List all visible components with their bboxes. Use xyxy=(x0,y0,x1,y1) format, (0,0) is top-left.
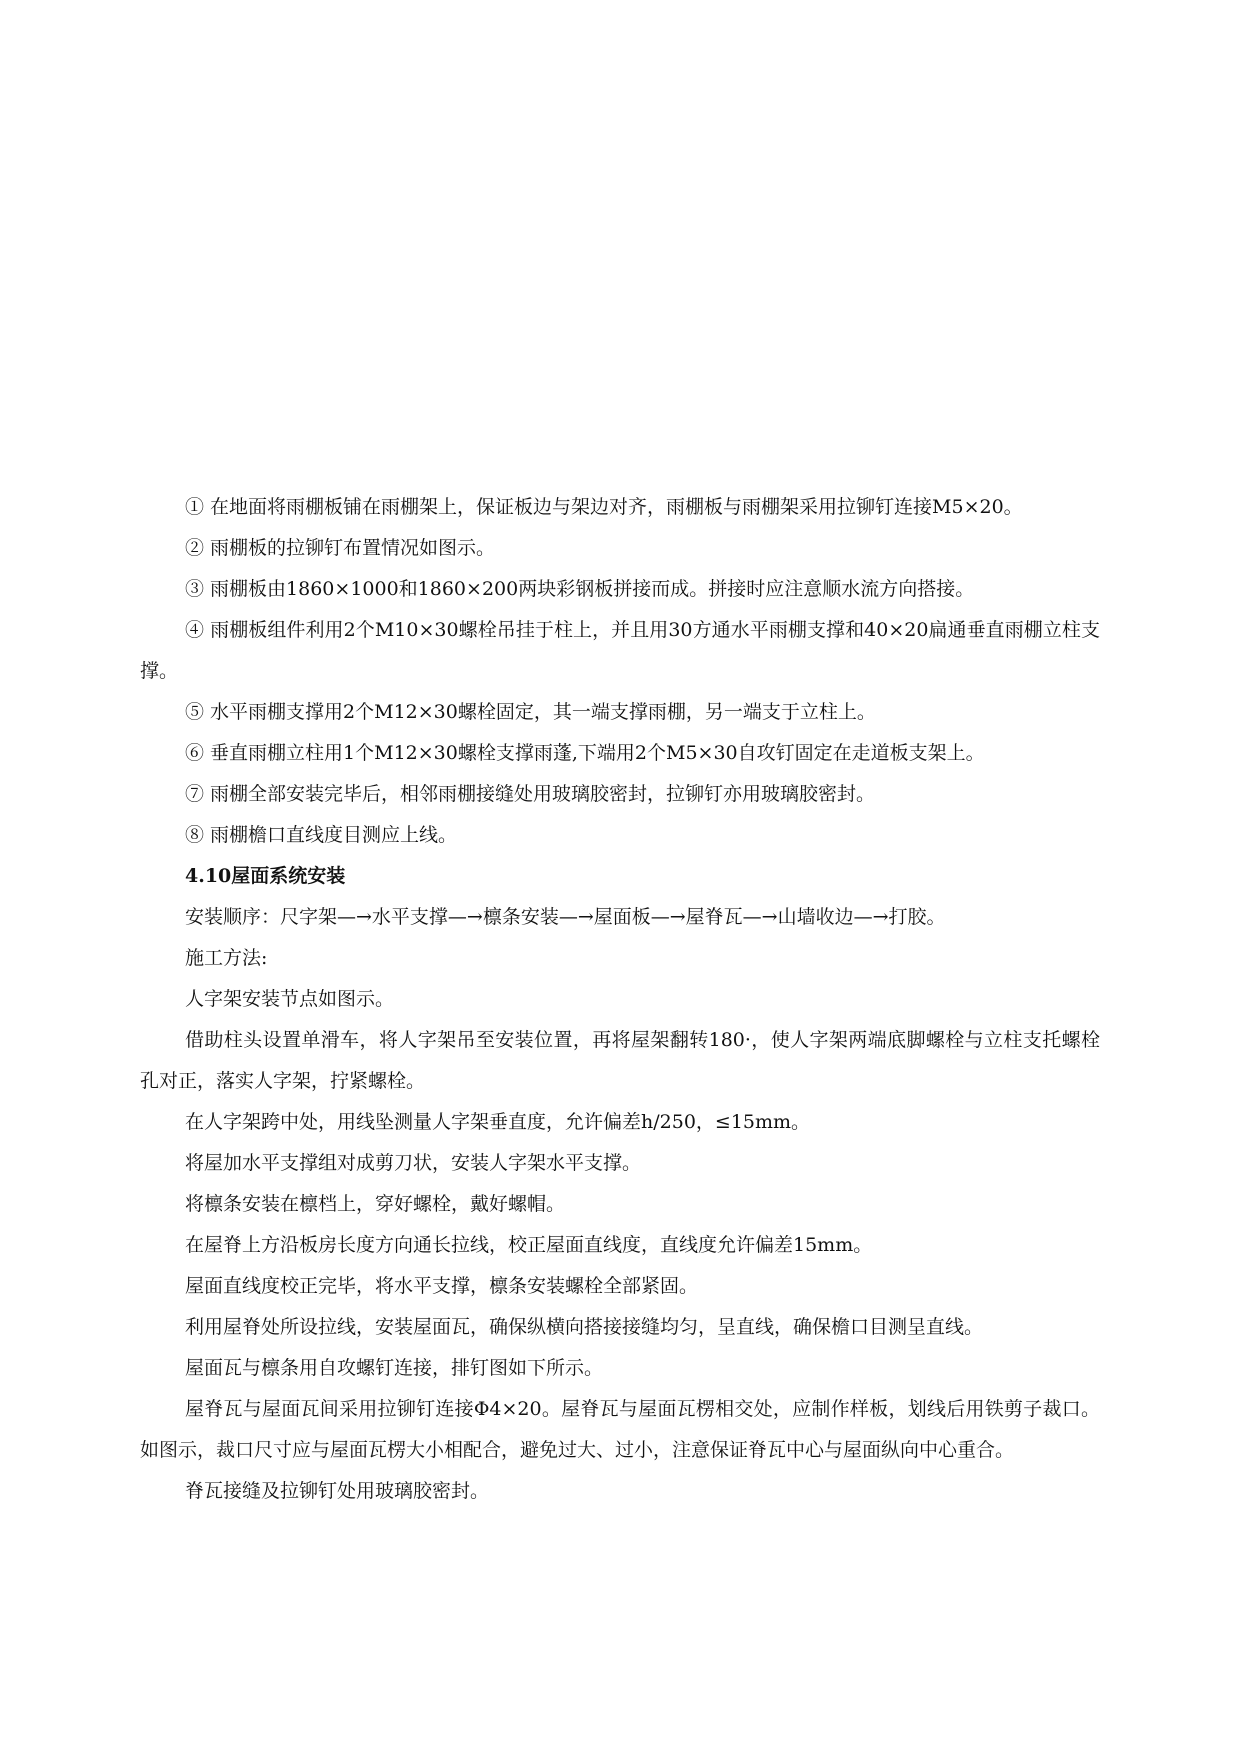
method-paragraph: 借助柱头设置单滑车，将人字架吊至安装位置，再将屋架翻转180·，使人字架两端底脚螺栓与立柱支托螺栓孔对正，落实人字架，拧紧螺栓。 xyxy=(140,1029,1100,1092)
step-1: ① 在地面将雨棚板铺在雨棚架上，保证板边与架边对齐，雨棚板与雨棚架采用拉铆钉连接M5×20。 xyxy=(185,496,1023,518)
step-7: ⑦ 雨棚全部安装完毕后，相邻雨棚接缝处用玻璃胶密封，拉铆钉亦用玻璃胶密封。 xyxy=(185,783,876,805)
step-5: ⑤ 水平雨棚支撑用2个M12×30螺栓固定，其一端支撑雨棚，另一端支于立柱上。 xyxy=(185,701,876,723)
method-paragraph: 在屋脊上方沿板房长度方向通长拉线，校正屋面直线度，直线度允许偏差15mm。 xyxy=(185,1234,873,1256)
method-paragraph: 屋脊瓦与屋面瓦间采用拉铆钉连接Φ4×20。屋脊瓦与屋面瓦楞相交处，应制作样板，划线后用铁剪子裁口。如图示，裁口尺寸应与屋面瓦楞大小相配合，避免过大、过小，注意保证脊瓦中心与屋面纵向中心重合。 xyxy=(140,1398,1100,1461)
step-6: ⑥ 垂直雨棚立柱用1个M12×30螺栓支撑雨蓬,下端用2个M5×30自攻钉固定在走道板支架上。 xyxy=(185,742,985,764)
method-paragraph: 人字架安装节点如图示。 xyxy=(185,988,395,1010)
method-paragraph: 屋面瓦与檩条用自攻螺钉连接，排钉图如下所示。 xyxy=(185,1357,604,1379)
step-3: ③ 雨棚板由1860×1000和1860×200两块彩钢板拼接而成。拼接时应注意顺水流方向搭接。 xyxy=(185,578,975,600)
method-paragraph: 将檩条安装在檩档上，穿好螺栓，戴好螺帽。 xyxy=(185,1193,566,1215)
method-paragraph: 利用屋脊处所设拉线，安装屋面瓦，确保纵横向搭接接缝均匀，呈直线，确保檐口目测呈直线。 xyxy=(185,1316,984,1338)
method-paragraph: 屋面直线度校正完毕，将水平支撑，檩条安装螺栓全部紧固。 xyxy=(185,1275,699,1297)
method-paragraph: 脊瓦接缝及拉铆钉处用玻璃胶密封。 xyxy=(185,1480,490,1502)
section-heading: 4.10屋面系统安装 xyxy=(185,865,346,887)
install-order: 安装顺序：尺字架—→水平支撑—→檩条安装—→屋面板—→屋脊瓦—→山墙收边—→打胶。 xyxy=(185,906,946,928)
step-4: ④ 雨棚板组件利用2个M10×30螺栓吊挂于柱上，并且用30方通水平雨棚支撑和40×20扁通垂直雨棚立柱支撑。 xyxy=(140,619,1100,682)
method-paragraph: 在人字架跨中处，用线坠测量人字架垂直度，允许偏差h/250，≤15mm。 xyxy=(185,1111,811,1133)
step-2: ② 雨棚板的拉铆钉布置情况如图示。 xyxy=(185,537,496,559)
method-paragraph: 将屋加水平支撑组对成剪刀状，安装人字架水平支撑。 xyxy=(185,1152,642,1174)
step-8: ⑧ 雨棚檐口直线度目测应上线。 xyxy=(185,824,458,846)
document-body xyxy=(140,487,1100,1512)
method-label: 施工方法: xyxy=(185,947,268,969)
